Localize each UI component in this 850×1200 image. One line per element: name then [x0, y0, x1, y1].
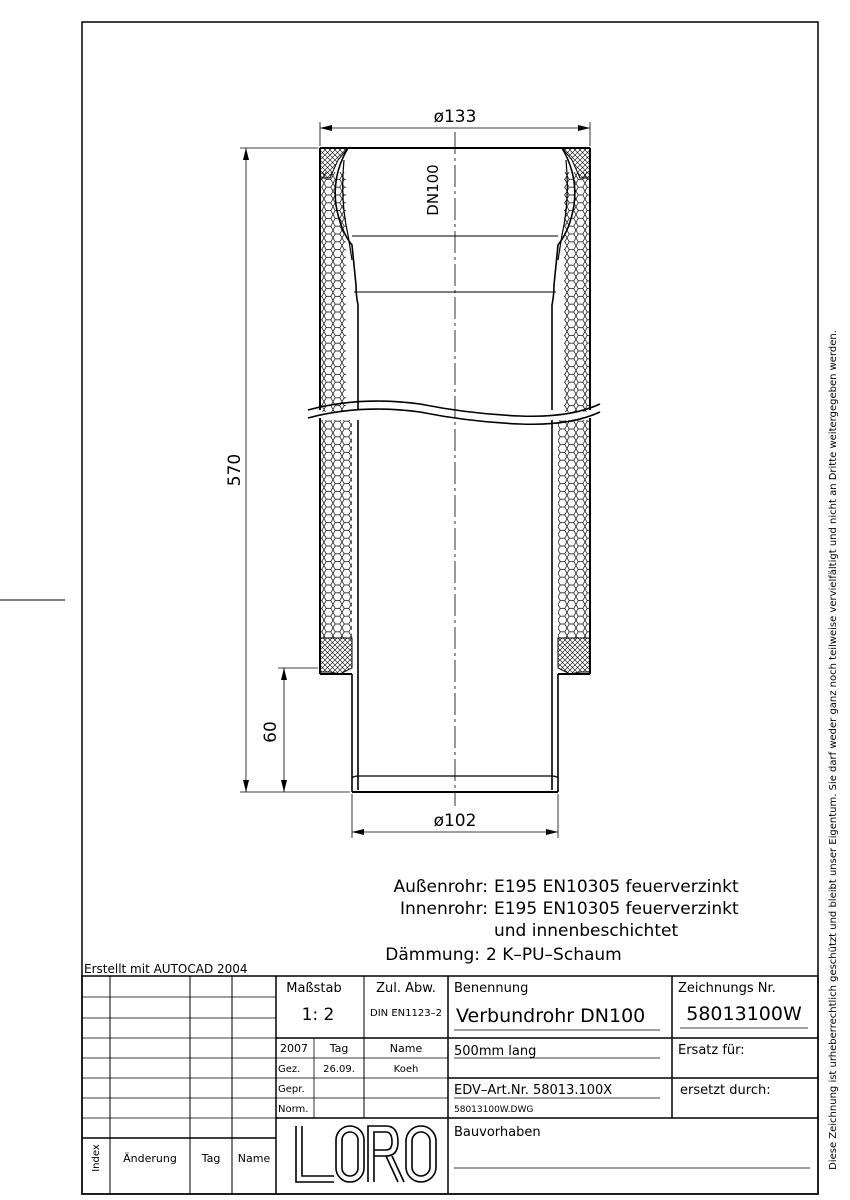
drawn-name: Koeh: [393, 1064, 419, 1075]
drawing-number-label: Zeichnungs Nr.: [678, 981, 776, 996]
material-notes: [385, 877, 739, 965]
inner-pipe-value-2: und innenbeschichtet: [494, 921, 679, 941]
designation-label: Benennung: [454, 981, 529, 996]
insulation-hatch-right-lower: [558, 420, 590, 638]
year: 2007: [280, 1042, 308, 1055]
outer-pipe-label: Außenrohr:: [393, 877, 488, 897]
day-label: Tag: [329, 1042, 349, 1055]
rev-change-header: Änderung: [123, 1152, 177, 1165]
created-with: Erstellt mit AUTOCAD 2004: [84, 962, 248, 976]
dimensions: [225, 107, 590, 838]
edv-article-number: EDV–Art.Nr. 58013.100X: [454, 1083, 613, 1098]
length-text: 500mm lang: [454, 1044, 537, 1059]
nominal-size-label: DN100: [424, 164, 442, 216]
inner-pipe-label: Innenrohr:: [399, 899, 488, 919]
rev-index-header: Index: [91, 1144, 102, 1172]
dim-total-length: 570: [225, 453, 245, 487]
project-label: Bauvorhaben: [454, 1125, 541, 1140]
checked-label: Gepr.: [278, 1084, 305, 1095]
dim-inner-diameter: ø102: [433, 811, 477, 831]
drawn-date: 26.09.: [323, 1064, 355, 1075]
scale-value: 1: 2: [301, 1005, 335, 1025]
scale-label: Maßstab: [286, 981, 342, 996]
rev-day-header: Tag: [201, 1152, 221, 1165]
drawn-label: Gez.: [278, 1064, 301, 1075]
dim-outer-diameter: ø133: [433, 107, 477, 127]
insulation-value: 2 K–PU–Schaum: [486, 945, 622, 965]
drawing-number-value: 58013100W: [686, 1003, 802, 1025]
outer-pipe-value: E195 EN10305 feuerverzinkt: [494, 877, 739, 897]
end-seal-left: [320, 638, 352, 674]
replacement-for-label: Ersatz für:: [678, 1043, 745, 1058]
break-line-upper: [308, 401, 600, 416]
replaced-by-label: ersetzt durch:: [680, 1083, 771, 1098]
designation-value: Verbundrohr DN100: [456, 1005, 646, 1027]
insulation-label: Dämmung:: [385, 945, 480, 965]
tolerance-value: DIN EN1123–2: [370, 1008, 442, 1019]
loro-logo: [296, 1126, 436, 1182]
inner-pipe-value: E195 EN10305 feuerverzinkt: [494, 899, 739, 919]
pipe-drawing: [308, 132, 600, 806]
insulation-hatch-left-lower: [320, 420, 352, 638]
insulation-hatch-left: [320, 172, 346, 412]
copyright-note: Diese Zeichnung ist urheberrechtlich geschützt und bleibt unser Eigentum. Sie darf weder ganz noch teilweise vervielfältigt und nicht an Dritte weitergegeben werden.: [828, 330, 839, 1170]
rev-name-header: Name: [237, 1152, 271, 1165]
insulation-hatch-right: [564, 172, 590, 412]
tolerance-label: Zul. Abw.: [376, 981, 436, 996]
dwg-file-name: 58013100W.DWG: [454, 1105, 534, 1115]
end-seal-right: [558, 638, 590, 674]
dim-spigot-length: 60: [261, 721, 281, 743]
name-label: Name: [389, 1042, 423, 1055]
norm-label: Norm.: [278, 1104, 309, 1115]
title-block: [82, 962, 818, 1194]
